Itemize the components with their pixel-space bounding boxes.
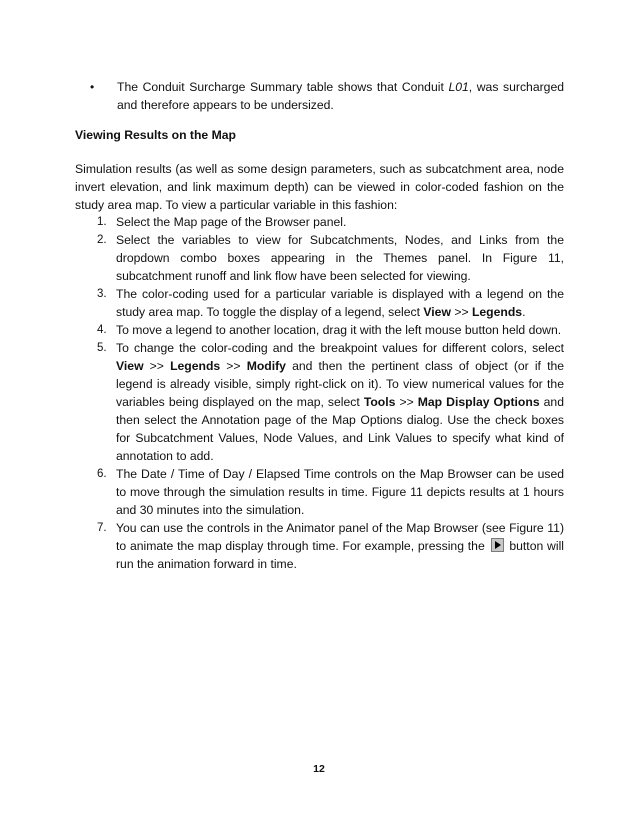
step-number: 5. [97, 342, 107, 354]
step-text: To move a legend to another location, drag it with the left mouse button held down. [116, 323, 562, 337]
steps-list [75, 213, 564, 573]
step-item [75, 231, 564, 285]
bullet-text [117, 78, 564, 114]
step-text: and then select the Annotation page of the Map Options dialog. Use the check boxes for Subcatchment Values, Node Values, and Link Values to specify what kind of annotation to add. [116, 395, 564, 463]
step-text: button will run the animation forward in time. [116, 539, 564, 571]
step-text: and then the pertinent class of object (or if the legend is already visible, simply right-click on it). To view numerical values for the variables being displayed on the map, select [116, 359, 565, 409]
step-text: >> [143, 359, 171, 373]
menu-tools: Tools [363, 395, 396, 409]
step-number: 2. [97, 234, 107, 246]
menu-legends: Legends [170, 359, 221, 373]
bullet-text-part: The Conduit Surcharge Summary table shows that Conduit [117, 80, 449, 94]
step-number: 4. [97, 324, 107, 336]
step-text: To change the color-coding and the breakpoint values for different colors, select [116, 341, 564, 355]
page-number: 12 [313, 763, 325, 775]
step-text: . [522, 305, 526, 319]
step-item [75, 339, 564, 465]
step-item [75, 285, 564, 321]
conduit-id: L01 [448, 80, 469, 94]
step-text: >> [220, 359, 247, 373]
bullet-item [90, 78, 564, 114]
step-text: Select the Map page of the Browser panel. [116, 215, 347, 229]
step-text: >> [450, 305, 472, 319]
step-number: 6. [97, 468, 107, 480]
step-text: The color-coding used for a particular variable is displayed with a legend on the study area map. To toggle the display of a legend, select [116, 287, 564, 319]
menu-legends: Legends [471, 305, 523, 319]
step-number: 7. [97, 522, 107, 534]
step-item [75, 213, 564, 231]
step-text: Select the variables to view for Subcatchments, Nodes, and Links from the dropdown combo boxes appearing in the Themes panel. In Figure 11, subcatchment runoff and link flow have been selected for viewing. [116, 233, 564, 283]
step-number: 3. [97, 288, 107, 300]
menu-modify: Modify [246, 359, 286, 373]
step-item [75, 465, 564, 519]
menu-view: View [423, 305, 451, 319]
bullet-text-part: , was surcharged and therefore appears to be undersized. [117, 80, 564, 112]
step-number: 1. [97, 216, 107, 228]
step-item [75, 519, 564, 573]
step-text: The Date / Time of Day / Elapsed Time controls on the Map Browser can be used to move through the simulation results in time. Figure 11 depicts results at 1 hours and 30 minutes into the simulation. [116, 467, 564, 517]
section-heading: Viewing Results on the Map [75, 128, 236, 142]
intro-paragraph: Simulation results (as well as some design parameters, such as subcatchment area, node invert elevation, and link maximum depth) can be viewed in color-coded fashion on the study area map. To view a particular variable in this fashion: [75, 162, 564, 212]
step-text: You can use the controls in the Animator panel of the Map Browser (see Figure 11) to animate the map display through time. For example, pressing the [116, 521, 564, 553]
menu-map-display-options: Map Display Options [417, 395, 540, 409]
step-item [75, 321, 564, 339]
menu-view: View [116, 359, 144, 373]
step-text: >> [395, 395, 418, 409]
bullet-dot-icon: • [90, 80, 95, 94]
play-button-icon [491, 538, 504, 552]
